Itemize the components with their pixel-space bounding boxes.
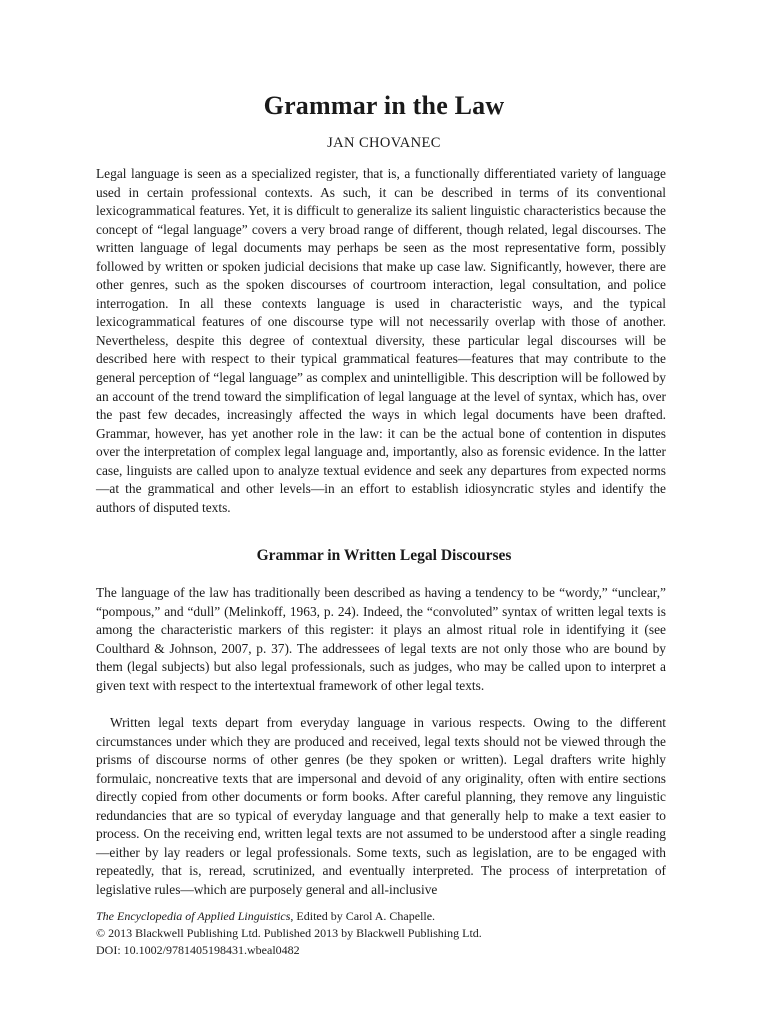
article-title: Grammar in the Law <box>263 91 505 120</box>
footer-publication-title: The Encyclopedia of Applied Linguistics <box>96 909 291 923</box>
footer-copyright: © 2013 Blackwell Publishing Ltd. Published 2013 by Blackwell Publishing Ltd. <box>96 926 482 940</box>
intro-paragraph: Legal language is seen as a specialized register, that is, a functionally differentiated variety of language used in certain professional contexts. As such, it can be described in terms of its conventional lexicogrammatical features. Yet, it is difficult to generalize its salient linguistic characteristics because the concept of “legal language” covers a very broad range of different, though related, legal discourses. The written language of legal documents may perhaps be seen as the most representative form, possibly followed by written or spoken judicial decisions that make up case law. Significantly, however, there are other genres, such as the spoken discourses of courtroom interaction, legal consultation, and police interrogation. In all these contexts language is used in characteristic ways, and the typical lexicogrammatical features of one discourse type will not necessarily overlap with those of another. Nevertheless, despite this degree of contextual diversity, these particular legal discourses will be described here with respect to their typical grammatical features—features that may contribute to the general perception of “legal language” as complex and unintelligible. This description will be followed by an account of the trend toward the simplification of legal language at the level of syntax, which has, over the past few decades, increasingly affected the ways in which legal documents have been drafted. Grammar, however, has yet another role in the law: it can be the actual bone of contention in disputes over the interpretation of complex legal language and, importantly, also as forensic evidence. In the latter case, linguists are called upon to analyze textual evidence and seek any departures from expected norms—at the grammatical and other levels—in an effort to establish idiosyncratic styles and identify the authors of disputed texts. <box>96 166 666 515</box>
footer-publication-editor: , Edited by Carol A. Chapelle. <box>290 909 436 923</box>
section-heading: Grammar in Written Legal Discourses <box>256 547 512 564</box>
section-paragraph-2: Written legal texts depart from everyday language in various respects. Owing to the different circumstances under which they are produced and received, legal texts should not be viewed through the prisms of discourse norms of other genres (be they spoken or written). Legal drafters write highly formulaic, noncreative texts that are impersonal and devoid of any originality, often with entire sections directly copied from other documents or form books. After careful planning, they remove any linguistic redundancies that are so typical of everyday language and that generally help to make a text easier to process. On the receiving end, written legal texts are not assumed to be understood after a single reading—either by lay readers or legal professionals. Some texts, such as legislation, are to be engaged with repeatedly, that is, reread, scrutinized, and eventually interpreted. The process of interpretation of legislative rules—which are purposely general and all-inclusive <box>96 715 666 897</box>
footer-doi: DOI: 10.1002/9781405198431.wbeal0482 <box>96 943 300 957</box>
footer-citation-line <box>96 908 666 925</box>
article-author: JAN CHOVANEC <box>327 135 441 151</box>
publication-footer <box>96 908 666 959</box>
section-paragraph-1: The language of the law has traditionally been described as having a tendency to be “wordy,” “unclear,” “pompous,” and “dull” (Melinkoff, 1963, p. 24). Indeed, the “convoluted” syntax of written legal texts is among the characteristic markers of this register: it plays an almost ritual role in identifying it (see Coulthard & Johnson, 2007, p. 37). The addressees of legal texts are not only those who are bound by them (legal subjects) but also legal professionals, such as judges, who may be called upon to interpret a given text with respect to the intertextual framework of other legal texts. <box>96 585 666 693</box>
